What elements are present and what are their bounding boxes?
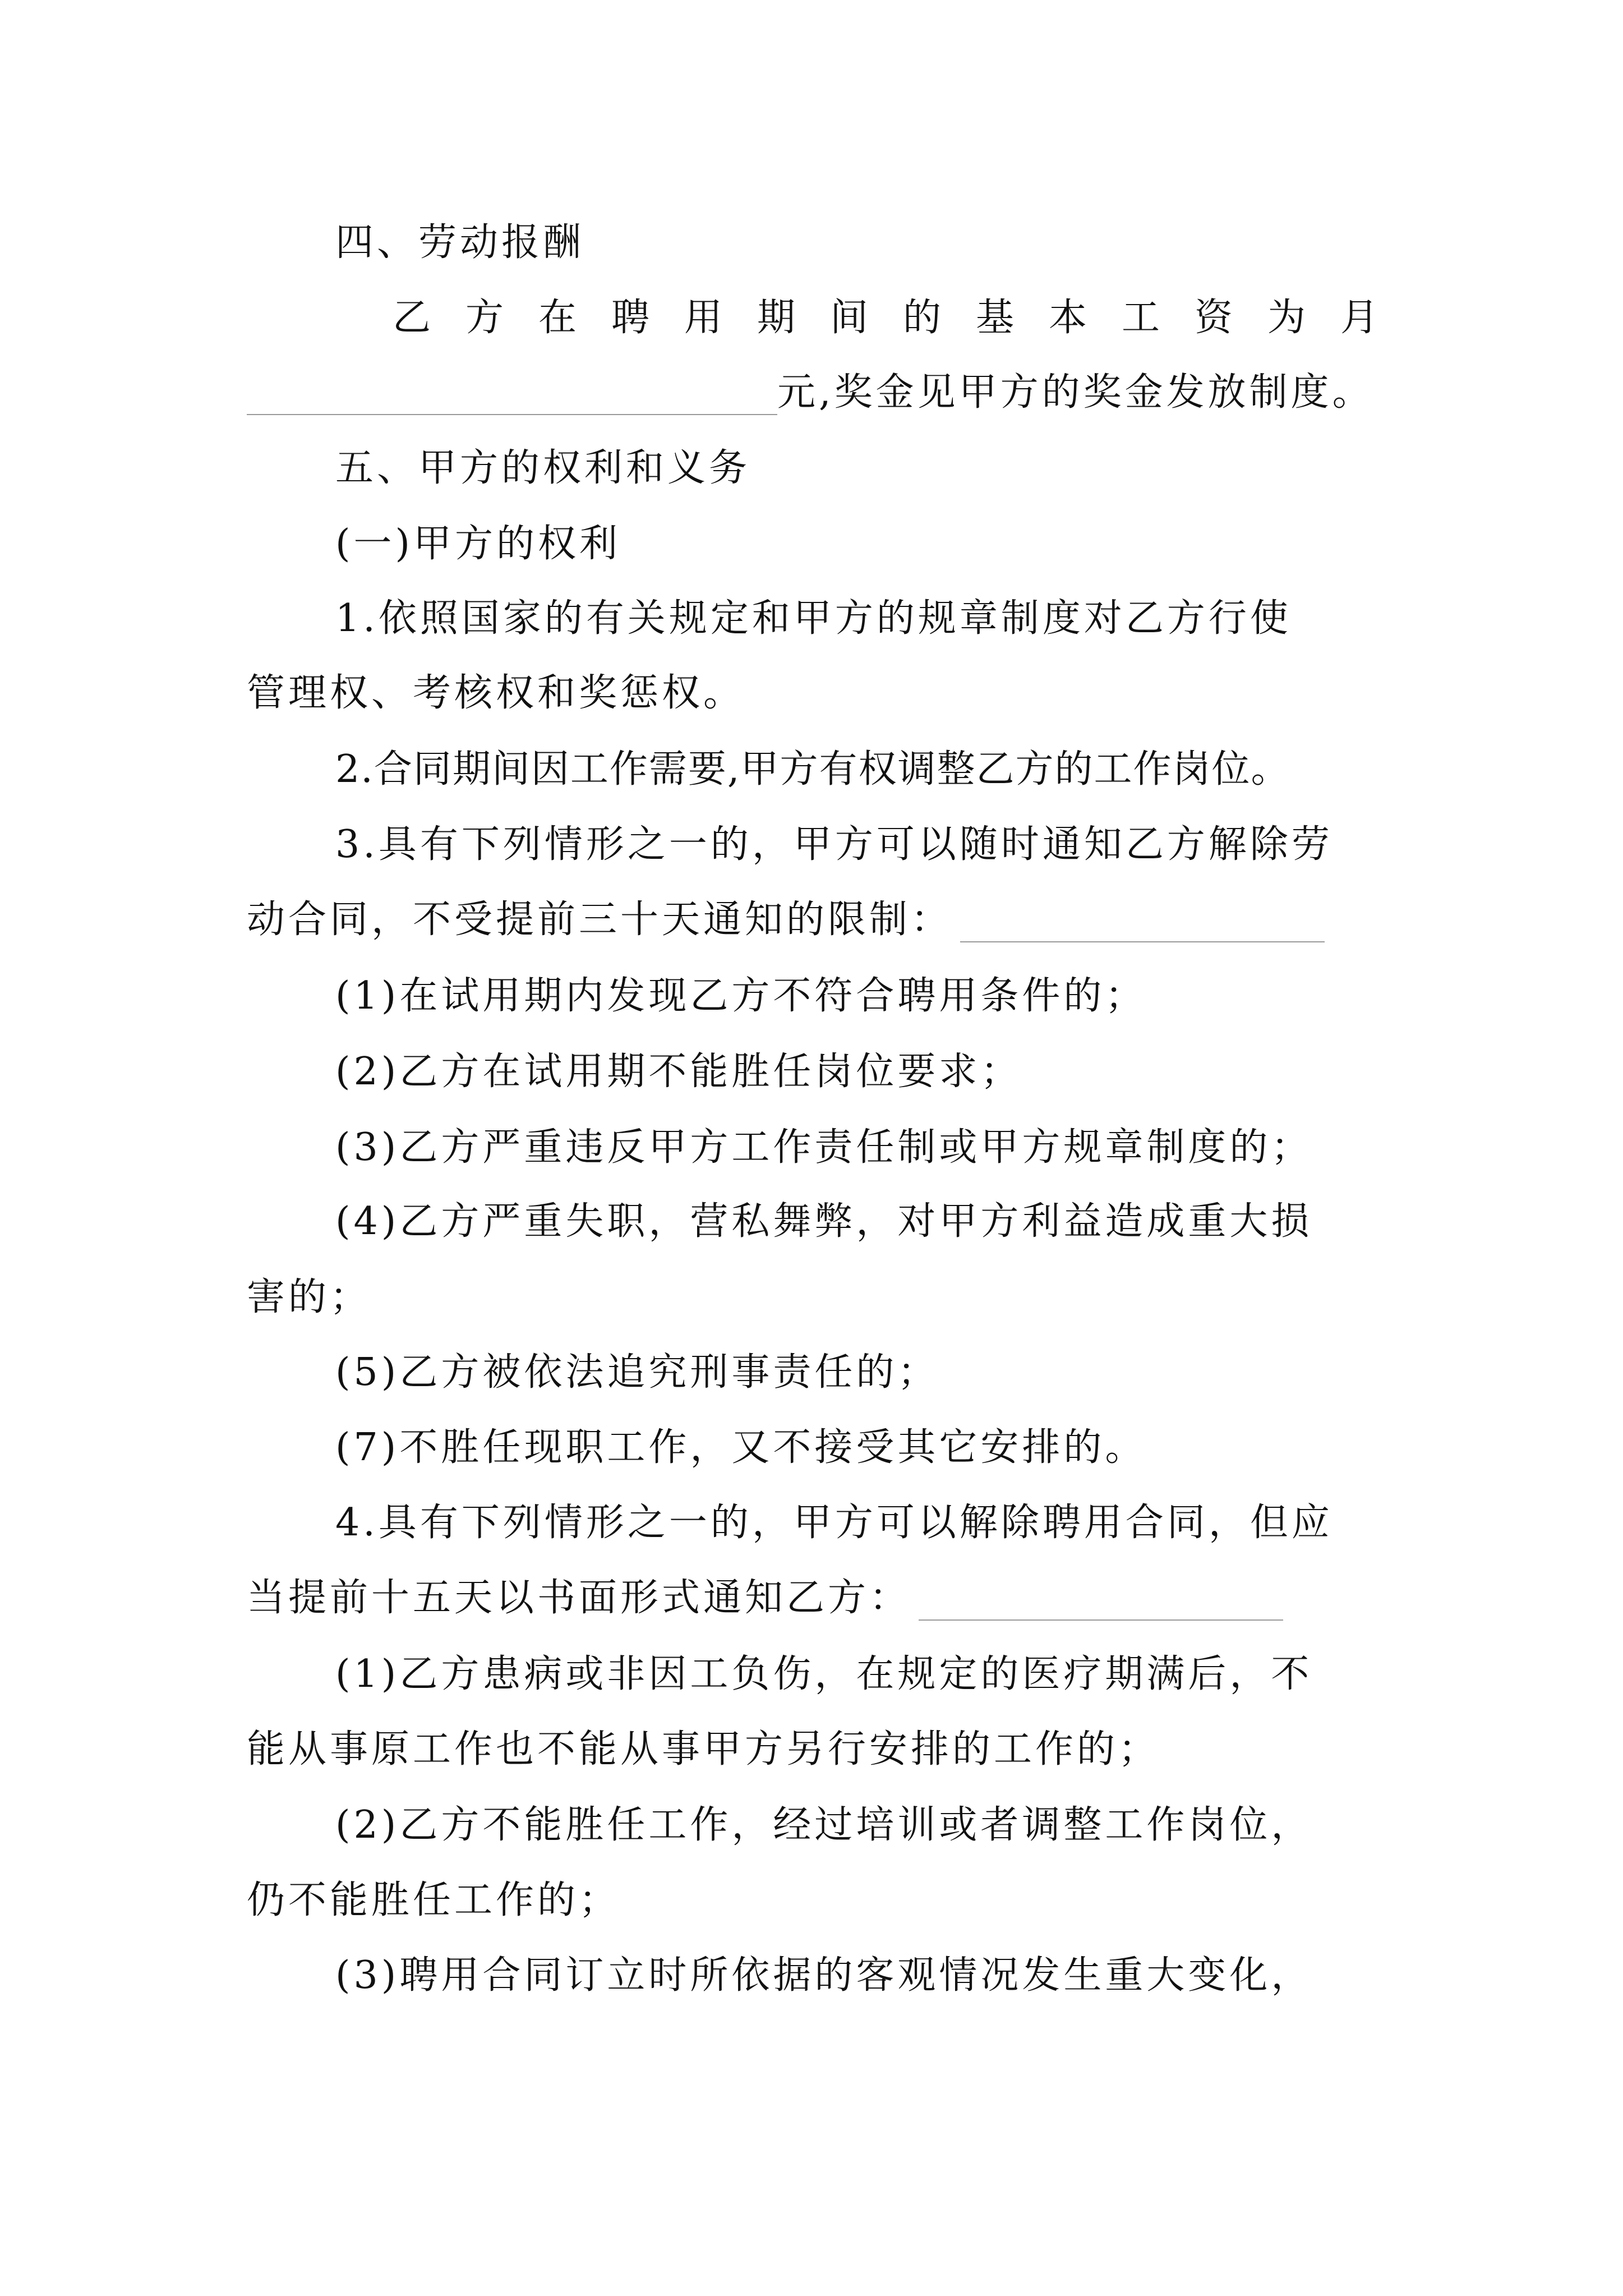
item3-sub4-line2: 害的； [247,1275,372,1319]
salary-text-line2 [247,370,1374,415]
item3-sub1: (1)在试用期内发现乙方不符合聘用条件的； [335,974,1147,1018]
item1-line1: 1.依照国家的有关规定和甲方的规章制度对乙方行使 [335,596,1292,641]
item3-sub3: (3)乙方严重违反甲方工作责任制或甲方规章制度的； [335,1125,1313,1170]
section-heading-labor-pay: 四、劳动报酬 [335,220,585,265]
subsection-heading-rights: (一)甲方的权利 [335,522,621,566]
item4-sub3-line1: (3)聘用合同订立时所依据的客观情况发生重大变化， [335,1953,1313,1998]
item3-sub5: (5)乙方被依法追究刑事责任的； [335,1350,939,1395]
item4-sub1-line1: (1)乙方患病或非因工负伤，在规定的医疗期满后，不 [335,1652,1313,1696]
salary-amount-blank [247,380,777,415]
item3-line1: 3.具有下列情形之一的，甲方可以随时通知乙方解除劳 [335,822,1333,867]
salary-text: 乙方在聘用期间的基本工资为月 [393,296,1414,340]
item3-line2-text: 动合同，不受提前三十天通知的限制： [247,898,953,942]
item4-sub1-line2: 能从事原工作也不能从事甲方另行安排的工作的； [247,1727,1160,1772]
item3-line2 [247,898,1325,942]
item4-line1: 4.具有下列情形之一的，甲方可以解除聘用合同，但应 [335,1501,1333,1545]
item3-sub4-line1: (4)乙方严重失职，营私舞弊，对甲方利益造成重大损 [335,1199,1313,1244]
section-heading-party-a-rights: 五、甲方的权利和义务 [335,446,751,490]
item3-sub2: (2)乙方在试用期不能胜任岗位要求； [335,1050,1022,1094]
item3-sub7: (7)不胜任现职工作，又不接受其它安排的。 [335,1425,1147,1470]
item4-line2-text: 当提前十五天以书面形式通知乙方： [247,1576,911,1620]
item2: 2.合同期间因工作需要,甲方有权调整乙方的工作岗位。 [335,747,1290,792]
item4-sub2-line1: (2)乙方不能胜任工作，经过培训或者调整工作岗位， [335,1803,1313,1847]
item4-blank [919,1586,1283,1621]
salary-text-suffix: 元,奖金见甲方的奖金发放制度。 [777,370,1374,415]
salary-text-line1 [393,296,1413,341]
item4-line2 [247,1576,1283,1621]
item3-blank [960,908,1325,942]
item1-line2: 管理权、考核权和奖惩权。 [247,671,745,715]
item4-sub2-line2: 仍不能胜任工作的； [247,1878,621,1922]
